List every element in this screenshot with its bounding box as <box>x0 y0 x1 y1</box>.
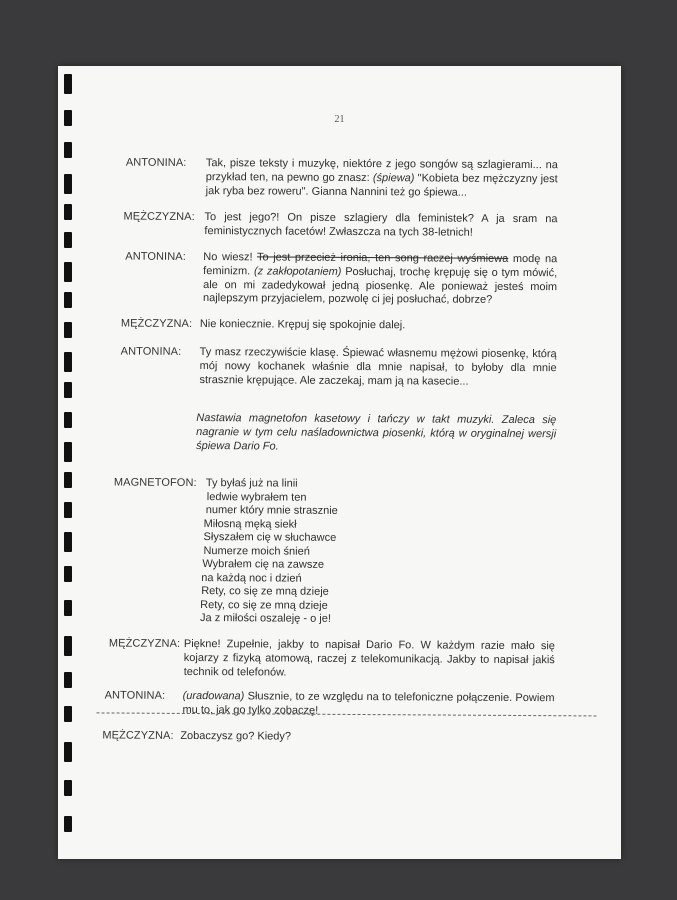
dialogue-text <box>180 730 554 746</box>
speech-fragment: modę na feminizm. <box>203 252 558 278</box>
speech-fragment: Słusznie, to ze względu na to telefoniczne połączenie. Powiem mu to, jak go tylko zobaczę! <box>182 690 555 717</box>
speech-fragment: Zobaczysz go? Kiedy? <box>180 729 292 743</box>
speech-fragment: To jest jego?! On pisze szlagiery dla feministek? A ja sram na feministycznych facetów! Zwłaszcza na tych 38-letnich! <box>204 211 558 239</box>
speaker-label: ANTONINA: <box>104 689 166 702</box>
speech-fragment: No wiesz! <box>203 251 257 264</box>
dialogue-text <box>203 251 557 308</box>
dialogue-text <box>204 211 557 241</box>
song-line: na każdą noc i dzień <box>201 571 302 585</box>
dialogue-text <box>184 638 555 682</box>
script-page <box>58 66 621 859</box>
speaker-label: MĘŻCZYZNA: <box>108 637 181 650</box>
song-line: Rety, co się ze mną dzieje <box>201 585 329 598</box>
song-line: ledwie wybrałem ten <box>206 490 307 504</box>
song-line: Numerze moich śnień <box>203 544 310 558</box>
song-line: Rety, co się ze mną dzieje <box>200 598 328 612</box>
song-line: Ty byłaś już na linii <box>205 477 298 490</box>
song-line: Wybrałem cię na zawsze <box>202 558 324 571</box>
speaker-label: ANTONINA: <box>125 250 186 263</box>
speech-fragment: Ty masz rzeczywiście klasę. Śpiewać własnemu mężowi piosenkę, którą mój nowy kochanek właśnie dla mnie napisał, to byłoby dla mnie strasznie krępujące. Ale zaczekaj, mam ją na kasecie... <box>199 346 557 388</box>
speaker-label: MĘŻCZYZNA: <box>102 729 174 742</box>
stage-note: (uradowana) <box>182 689 245 703</box>
song-line: Miłosną męką siekł <box>203 517 297 531</box>
dialogue-text <box>199 346 556 390</box>
speech-fragment: Tak, pisze teksty i muzykę, niektóre z jego songów są szlagierami... na przykład ten, na pewno go znasz: <box>205 157 558 184</box>
song-line: Ja z miłości oszaleję - o je! <box>200 612 331 625</box>
song-line: numer który mnie strasznie <box>205 504 338 517</box>
page-content <box>58 66 621 859</box>
song-line: Słyszałem cię w słuchawce <box>203 531 337 544</box>
stage-direction: Nastawia magnetofon kasetowy i tańczy w takt muzyki. Zaleca się nagranie w tym celu naśladownictwa piosenki, którą w oryginalnej wersji śpiewa Dario Fo. <box>196 412 557 453</box>
dialogue-text <box>206 157 558 201</box>
speaker-label: ANTONINA: <box>120 345 182 358</box>
speech-fragment: Nie koniecznie. Krępuj się spokojnie dalej. <box>199 318 406 332</box>
stage-note: (z zakłopotaniem) <box>253 265 342 278</box>
dialogue-text <box>200 318 557 334</box>
speaker-label: ANTONINA: <box>125 156 187 169</box>
speech-fragment: Posłuchaj, trochę krępuję się o tym mówić, ale on mi zadedykował jedną piosenkę. Ale ponieważ jesteś moim najlepszym przyjacielem, pozwolę ci jej posłuchać, dobrze? <box>202 265 558 307</box>
struck-text: To jest przecież ironia, ten song raczej wyśmiewa <box>256 251 509 265</box>
speaker-label: MĘŻCZYZNA: <box>120 317 193 330</box>
speaker-label: MAGNETOFON: <box>113 476 197 490</box>
stage-note: (śpiewa) <box>372 171 415 185</box>
speech-fragment: Piękne! Zupełnie, jakby to napisał Dario Fo. W każdym razie mało się kojarzy z fizyką atomową, raczej z telekomunikacją. Jakby to napisał jakiś technik od telefonów. <box>183 637 555 679</box>
song-lyrics <box>200 477 338 626</box>
page-number: 21 <box>334 114 345 125</box>
speaker-label: MĘŻCZYZNA: <box>123 210 195 223</box>
speech-fragment: "Kobieta bez mężczyzny jest jak ryba bez roweru". Gianna Nannini też go śpiewa... <box>205 172 558 199</box>
